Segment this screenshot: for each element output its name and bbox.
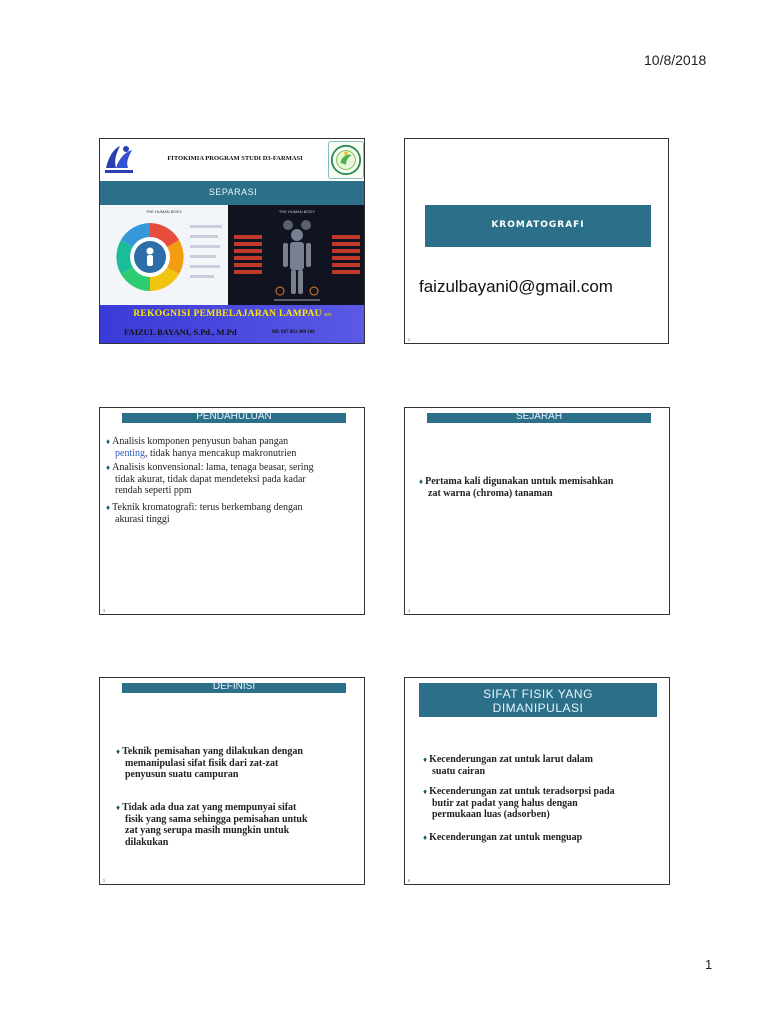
diamond-bullet-icon: ♦ — [423, 755, 428, 764]
kromatografi-banner-text: KROMATOGRAFI — [491, 220, 585, 230]
body-composition-wheel-icon — [100, 205, 228, 305]
handout-date: 10/8/2018 — [644, 52, 707, 68]
slide-5-definisi — [99, 677, 365, 885]
slide-3-pendahuluan — [99, 407, 365, 615]
slide-number: 4 — [408, 608, 410, 613]
slide-1-title-text: SEPARASI — [208, 187, 258, 197]
title-band — [100, 181, 365, 205]
author-band — [100, 305, 365, 344]
bullet-item: ♦ Analisis konvensional: lama, tenaga beasar, sering tidak akurat, tidak dapat mendeteksi pada kadar rendah seperti ppm — [106, 462, 314, 496]
slide-4-sejarah — [404, 407, 670, 615]
slide-6-header — [419, 683, 657, 717]
diamond-bullet-icon: ♦ — [116, 747, 121, 756]
bullet-item: ♦ Kecenderungan zat untuk menguap — [423, 832, 583, 843]
program-title: REKOGNISI PEMBELAJARAN LAMPAU RPL — [133, 309, 333, 319]
bullet-item: ♦ Teknik kromatografi: terus berkembang dengan akurasi tinggi — [106, 502, 303, 525]
diamond-bullet-icon: ♦ — [419, 477, 424, 486]
slide-2-kromatografi — [404, 138, 669, 344]
bullet-item: ♦ Tidak ada dua zat yang mempunyai sifat fisik yang sama sehingga pemisahan untuk zat yang serupa masih mungkin untuk dilakukan — [116, 802, 308, 848]
author-phone: HP. 087 863 300 100 — [272, 330, 315, 335]
slide-5-title: DEFINISI — [212, 681, 256, 692]
diamond-bullet-icon: ♦ — [116, 803, 121, 812]
slide-number: 2 — [408, 337, 410, 342]
human-silhouette-icon — [228, 205, 365, 305]
slide-1-header — [100, 139, 365, 181]
diamond-bullet-icon: ♦ — [106, 437, 111, 446]
slide-6-sifat-fisik — [404, 677, 670, 885]
bullet-item: ♦ Analisis komponen penyusun bahan pangan penting, tidak hanya mencakup makronutrien — [106, 436, 297, 459]
slide-3-title: PENDAHULUAN — [196, 411, 272, 422]
institution-name: FITOKIMIA PROGRAM STUDI D3-FARMASI — [167, 155, 303, 162]
human-body-infographic-dark — [228, 205, 365, 305]
slide-number: 6 — [408, 878, 410, 883]
slide-number: 3 — [103, 608, 105, 613]
slide-number: 5 — [103, 878, 105, 883]
human-body-infographic-light — [100, 205, 228, 305]
kromatografi-banner — [425, 205, 651, 247]
author-name: FAIZUL BAYANI, S.Pd., M.Pd — [124, 327, 237, 337]
bullet-item: ♦ Teknik pemisahan yang dilakukan dengan memanipulasi sifat fisik dari zat-zat penyusun suatu campuran — [116, 746, 303, 780]
right-image-caption: THE HUMAN BODY — [278, 209, 316, 214]
diamond-bullet-icon: ♦ — [423, 833, 428, 842]
slide-4-title: SEJARAH — [515, 411, 563, 422]
university-logo-icon — [102, 142, 136, 176]
faculty-seal-icon — [328, 141, 364, 179]
diamond-bullet-icon: ♦ — [423, 787, 428, 796]
page-number: 1 — [705, 957, 713, 972]
left-image-caption: THE HUMAN BODY — [145, 209, 183, 214]
bullet-item: ♦ Pertama kali digunakan untuk memisahkan zat warna (chroma) tanaman — [419, 476, 614, 499]
slide-4-header — [427, 413, 651, 423]
slide-5-header — [122, 683, 346, 693]
diamond-bullet-icon: ♦ — [106, 463, 111, 472]
diamond-bullet-icon: ♦ — [106, 503, 111, 512]
contact-email: faizulbayani0@gmail.com — [419, 277, 613, 296]
slide-6-title: SIFAT FISIK YANG DIMANIPULASI — [483, 687, 593, 715]
slide-3-header — [122, 413, 346, 423]
bullet-item: ♦ Kecenderungan zat untuk larut dalam suatu cairan — [423, 754, 593, 777]
slide-1-title — [99, 138, 365, 344]
bullet-item: ♦ Kecenderungan zat untuk teradsorpsi pada butir zat padat yang halus dengan permukaan luas (adsorben) — [423, 786, 615, 820]
